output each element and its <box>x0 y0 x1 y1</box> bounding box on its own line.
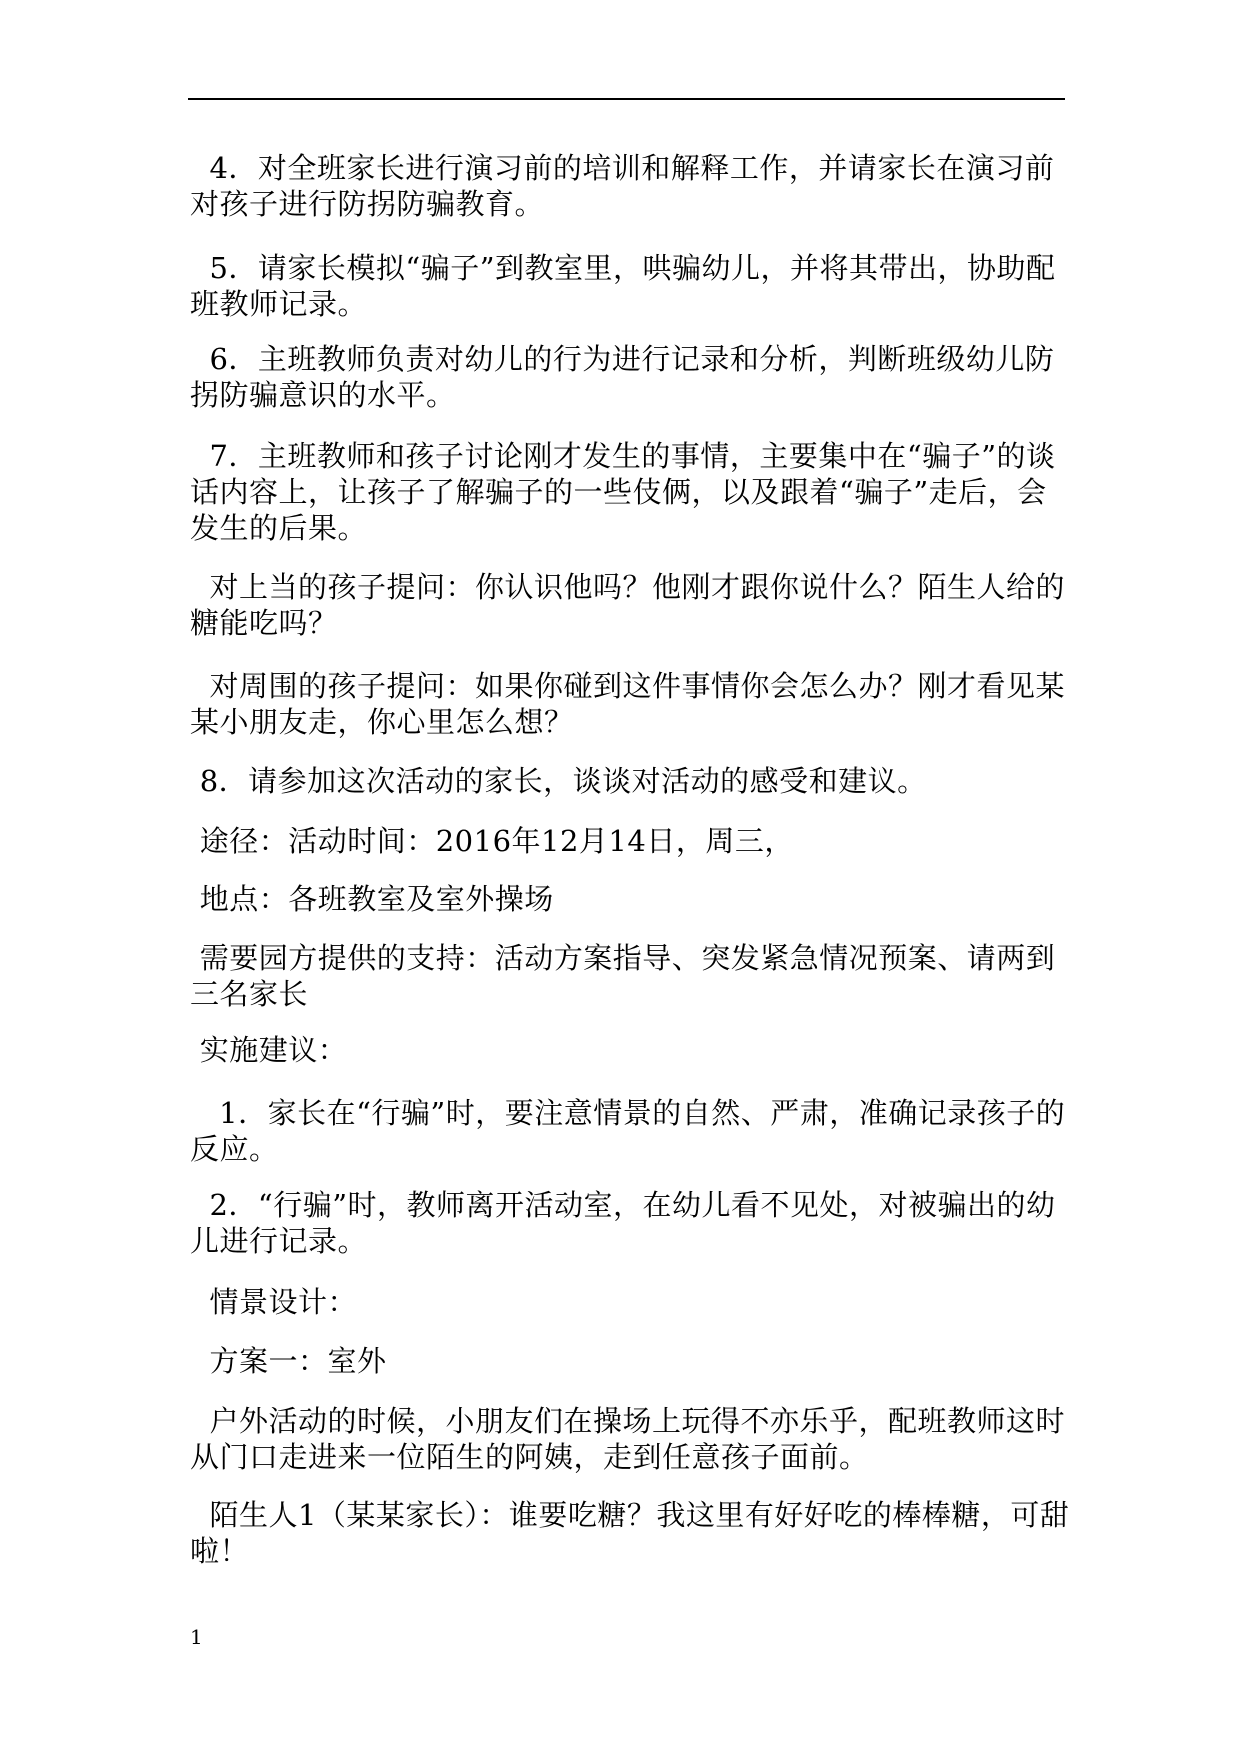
paragraph-step-5: 5．请家长模拟“骗子”到教室里，哄骗幼儿，并将其带出，协助配班教师记录。 <box>190 251 1056 321</box>
paragraph-questions-deceived: 对上当的孩子提问：你认识他吗？他刚才跟你说什么？陌生人给的糖能吃吗？ <box>190 570 1065 640</box>
page-number: 1 <box>190 1625 203 1649</box>
paragraph-activity-time: 途径：活动时间：2016年12月14日，周三， <box>190 824 794 858</box>
paragraph-support-needed: 需要园方提供的支持：活动方案指导、突发紧急情况预案、请两到三名家长 <box>190 941 1056 1011</box>
header-rule <box>188 98 1065 100</box>
paragraph-step-8: 8．请参加这次活动的家长，谈谈对活动的感受和建议。 <box>190 764 927 798</box>
paragraph-step-7: 7．主班教师和孩子讨论刚才发生的事情，主要集中在“骗子”的谈话内容上，让孩子了解骗子的一些伎俩，以及跟着“骗子”走后，会发生的后果。 <box>190 439 1056 545</box>
paragraph-suggestion-1: 1．家长在“行骗”时，要注意情景的自然、严肃，准确记录孩子的反应。 <box>190 1096 1066 1166</box>
paragraph-suggestion-2: 2．“行骗”时，教师离开活动室，在幼儿看不见处，对被骗出的幼儿进行记录。 <box>190 1188 1056 1258</box>
paragraph-location: 地点：各班教室及室外操场 <box>190 882 554 916</box>
paragraph-implementation-heading: 实施建议： <box>190 1033 348 1067</box>
paragraph-outdoor-scene: 户外活动的时候，小朋友们在操场上玩得不亦乐乎，配班教师这时从门口走进来一位陌生的阿姨，走到任意孩子面前。 <box>190 1404 1065 1474</box>
paragraph-questions-surrounding: 对周围的孩子提问：如果你碰到这件事情你会怎么办？刚才看见某某小朋友走，你心里怎么想？ <box>190 669 1065 739</box>
paragraph-step-6: 6．主班教师负责对幼儿的行为进行记录和分析，判断班级幼儿防拐防骗意识的水平。 <box>190 342 1055 412</box>
paragraph-plan-one: 方案一：室外 <box>190 1344 387 1378</box>
paragraph-stranger-dialogue: 陌生人1（某某家长）：谁要吃糖？我这里有好好吃的棒棒糖，可甜啦！ <box>190 1498 1070 1568</box>
paragraph-step-4: 4．对全班家长进行演习前的培训和解释工作，并请家长在演习前对孩子进行防拐防骗教育。 <box>190 151 1055 221</box>
paragraph-scenario-heading: 情景设计： <box>190 1285 357 1319</box>
